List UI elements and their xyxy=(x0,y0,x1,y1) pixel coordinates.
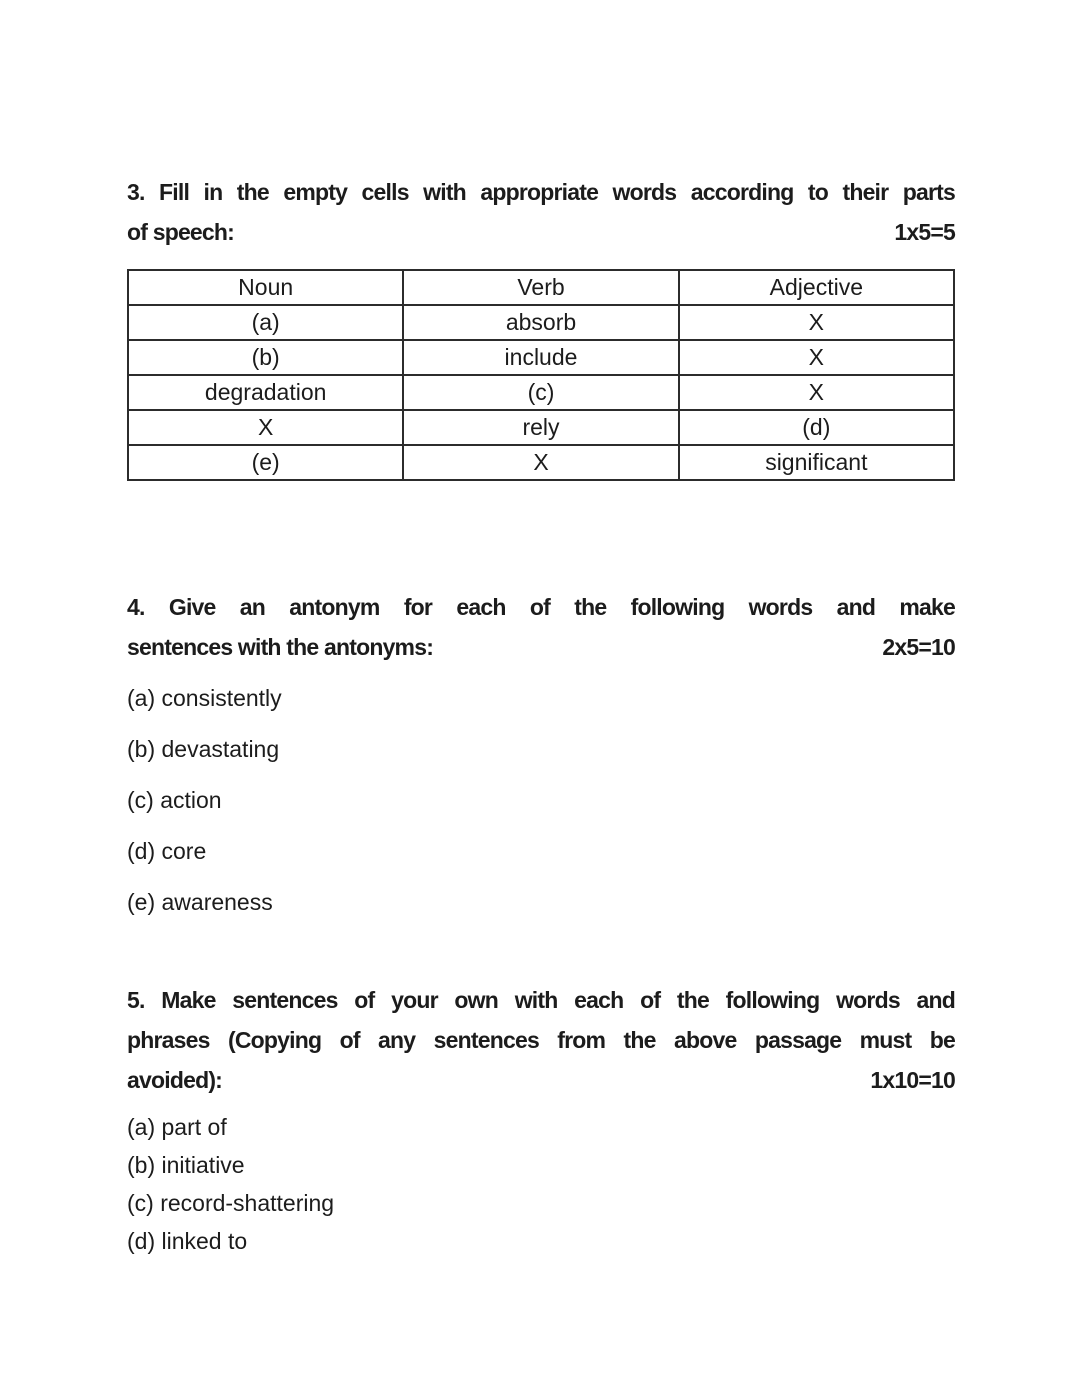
parts-of-speech-table xyxy=(127,269,955,481)
table-cell-adjective-significant: significant xyxy=(679,445,954,480)
table-cell-verb-c: (c) xyxy=(403,375,678,410)
table-cell-noun-a: (a) xyxy=(128,305,403,340)
question-5-heading xyxy=(127,980,955,1100)
q4-item-consistently: (a) consistently xyxy=(127,685,282,711)
table-cell-verb-rely: rely xyxy=(403,410,678,445)
q4-item-awareness: (e) awareness xyxy=(127,889,273,915)
question-4-items xyxy=(127,673,955,928)
question-4-heading-line-2: sentences with the antonyms: xyxy=(127,634,434,660)
question-3-heading-line-1: 3. Fill in the empty cells with appropriate words according to their parts xyxy=(127,179,955,205)
table-row xyxy=(128,445,954,480)
table-cell-noun-x: X xyxy=(128,410,403,445)
q5-item-initiative: (b) initiative xyxy=(127,1151,245,1178)
table-row xyxy=(128,305,954,340)
table-cell-noun-e: (e) xyxy=(128,445,403,480)
table-cell-noun-degradation: degradation xyxy=(128,375,403,410)
table-row xyxy=(128,340,954,375)
question-3-heading-line-2: of speech: xyxy=(127,219,235,245)
question-5-heading-line-3: avoided): xyxy=(127,1067,223,1093)
question-5-heading-line-1: 5. Make sentences of your own with each of the following words and xyxy=(127,987,955,1013)
q5-item-record-shattering: (c) record-shattering xyxy=(127,1189,335,1216)
table-row xyxy=(128,375,954,410)
q4-item-core: (d) core xyxy=(127,838,207,864)
question-5-marks: 1x10=10 xyxy=(870,1067,955,1093)
table-cell-verb-absorb: absorb xyxy=(403,305,678,340)
question-5-heading-line-2: phrases (Copying of any sentences from the above passage must be xyxy=(127,1027,955,1053)
table-header-noun: Noun xyxy=(128,270,403,305)
question-3-marks: 1x5=5 xyxy=(894,219,955,245)
q4-item-devastating: (b) devastating xyxy=(127,736,280,762)
table-cell-noun-b: (b) xyxy=(128,340,403,375)
q5-item-part-of: (a) part of xyxy=(127,1113,227,1140)
table-cell-verb-x: X xyxy=(403,445,678,480)
table-cell-adjective-x: X xyxy=(679,375,954,410)
question-4-marks: 2x5=10 xyxy=(882,634,955,660)
table-cell-verb-include: include xyxy=(403,340,678,375)
table-cell-adjective-x: X xyxy=(679,340,954,375)
question-4-heading-line-1: 4. Give an antonym for each of the following words and make xyxy=(127,594,955,620)
table-header-row xyxy=(128,270,954,305)
table-header-adjective: Adjective xyxy=(679,270,954,305)
table-cell-adjective-d: (d) xyxy=(679,410,954,445)
q4-item-action: (c) action xyxy=(127,787,222,813)
question-5 xyxy=(127,980,955,1260)
question-3 xyxy=(127,172,955,481)
question-4-heading xyxy=(127,587,955,667)
question-4 xyxy=(127,587,955,928)
table-row xyxy=(128,410,954,445)
question-3-heading xyxy=(127,172,955,252)
table-header-verb: Verb xyxy=(403,270,678,305)
table-cell-adjective-x: X xyxy=(679,305,954,340)
q5-item-linked-to: (d) linked to xyxy=(127,1227,248,1254)
question-5-items xyxy=(127,1108,955,1260)
